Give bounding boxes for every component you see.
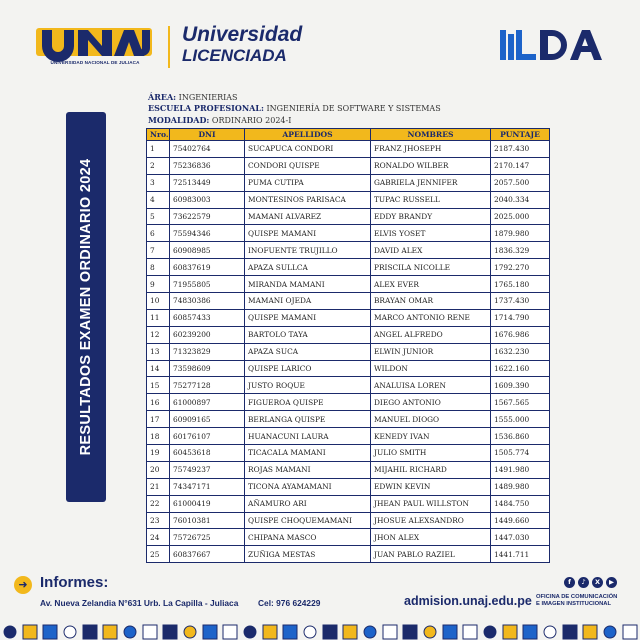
decorative-strip (0, 622, 640, 640)
dni-cell: 75402764 (170, 141, 245, 158)
table-row (147, 495, 550, 512)
apellidos-cell: APAZA SUCA (245, 343, 371, 360)
puntaje-cell: 1536.860 (491, 428, 550, 445)
dni-cell: 74347171 (170, 478, 245, 495)
decor-shape (403, 625, 417, 639)
nombres-cell: JULIO SMITH (371, 445, 491, 462)
office-line-2: E IMAGEN INSTITUCIONAL (536, 601, 612, 607)
table-header-row (147, 129, 550, 141)
dni-cell: 76010381 (170, 512, 245, 529)
puntaje-cell: 1632.230 (491, 343, 550, 360)
social-icons (564, 577, 617, 588)
dni-cell: 75749237 (170, 461, 245, 478)
table-row (147, 174, 550, 191)
side-title: RESULTADOS EXAMEN ORDINARIO 2024 (78, 158, 94, 456)
apellidos-cell: PUMA CUTIPA (245, 174, 371, 191)
apellidos-cell: CONDORI QUISPE (245, 157, 371, 174)
decor-shape (623, 625, 637, 639)
nombres-cell: JHON ALEX (371, 529, 491, 546)
dni-cell: 60176107 (170, 428, 245, 445)
apellidos-cell: INOFUENTE TRUJILLO (245, 242, 371, 259)
puntaje-cell: 1555.000 (491, 411, 550, 428)
modalidad-line (148, 115, 441, 126)
rank-cell: 1 (147, 141, 170, 158)
header-divider (168, 26, 170, 68)
nombres-cell: PRISCILA NICOLLE (371, 259, 491, 276)
apellidos-cell: QUISPE LARICO (245, 360, 371, 377)
puntaje-cell: 1792.270 (491, 259, 550, 276)
table-row (147, 208, 550, 225)
rank-cell: 16 (147, 394, 170, 411)
escuela-value: INGENIERÍA DE SOFTWARE Y SISTEMAS (266, 104, 441, 114)
website-link[interactable]: admision.unaj.edu.pe (404, 594, 532, 608)
apellidos-cell: SUCAPUCA CONDORI (245, 141, 371, 158)
nombres-cell: ELWIN JUNIOR (371, 343, 491, 360)
modalidad-value: ORDINARIO 2024-I (211, 115, 292, 125)
puntaje-cell: 1836.329 (491, 242, 550, 259)
dni-cell: 74830386 (170, 293, 245, 310)
office-line-1: OFICINA DE COMUNICACIÓN (536, 594, 618, 600)
nombres-cell: EDDY BRANDY (371, 208, 491, 225)
decor-shape (604, 626, 616, 638)
puntaje-cell: 2040.334 (491, 191, 550, 208)
apellidos-cell: MONTESINOS PARISACA (245, 191, 371, 208)
apellidos-cell: MAMANI ALVAREZ (245, 208, 371, 225)
rank-cell: 2 (147, 157, 170, 174)
decor-shape (563, 625, 577, 639)
nombres-cell: JUAN PABLO RAZIEL (371, 546, 491, 563)
dni-cell: 60983003 (170, 191, 245, 208)
lda-logo (498, 26, 608, 68)
rank-cell: 17 (147, 411, 170, 428)
info-icon: ➜ (14, 576, 32, 594)
decor-shape (583, 625, 597, 639)
decor-shape (83, 625, 97, 639)
decor-shape (163, 625, 177, 639)
decor-shape (244, 626, 256, 638)
table-row (147, 343, 550, 360)
column-header: NOMBRES (371, 129, 491, 141)
informes-label: Informes: (40, 574, 109, 591)
university-title (182, 24, 302, 64)
apellidos-cell: TICACALA MAMANI (245, 445, 371, 462)
table-row (147, 394, 550, 411)
puntaje-cell: 1609.390 (491, 377, 550, 394)
area-line (148, 92, 441, 103)
nombres-cell: WILDON (371, 360, 491, 377)
decor-shape (323, 625, 337, 639)
table-row (147, 461, 550, 478)
decor-shape (443, 625, 457, 639)
apellidos-cell: JUSTO ROQUE (245, 377, 371, 394)
decor-shape (503, 625, 517, 639)
rank-cell: 7 (147, 242, 170, 259)
nombres-cell: DIEGO ANTONIO (371, 394, 491, 411)
nombres-cell: FRANZ JHOSEPH (371, 141, 491, 158)
apellidos-cell: ZUÑIGA MESTAS (245, 546, 371, 563)
decor-shape (304, 626, 316, 638)
dni-cell: 60239200 (170, 326, 245, 343)
puntaje-cell: 2057.500 (491, 174, 550, 191)
decor-shape (544, 626, 556, 638)
table-row (147, 191, 550, 208)
puntaje-cell: 2170.147 (491, 157, 550, 174)
rank-cell: 4 (147, 191, 170, 208)
escuela-line (148, 103, 441, 114)
dni-cell: 60453618 (170, 445, 245, 462)
column-header: PUNTAJE (491, 129, 550, 141)
phone: Cel: 976 624229 (258, 598, 321, 608)
nombres-cell: JHEAN PAUL WILLSTON (371, 495, 491, 512)
youtube-icon[interactable]: ▶ (606, 577, 617, 588)
rank-cell: 24 (147, 529, 170, 546)
dni-cell: 73622579 (170, 208, 245, 225)
rank-cell: 12 (147, 326, 170, 343)
puntaje-cell: 1491.980 (491, 461, 550, 478)
table-row (147, 326, 550, 343)
apellidos-cell: HUANACUNI LAURA (245, 428, 371, 445)
dni-cell: 60837667 (170, 546, 245, 563)
dni-cell: 72513449 (170, 174, 245, 191)
decor-shape (103, 625, 117, 639)
header (0, 0, 640, 88)
rank-cell: 3 (147, 174, 170, 191)
table-row (147, 445, 550, 462)
decor-shape (523, 625, 537, 639)
nombres-cell: KENEDY IVAN (371, 428, 491, 445)
results-table (146, 128, 550, 563)
apellidos-cell: FIGUEROA QUISPE (245, 394, 371, 411)
table-row (147, 546, 550, 563)
decor-shape (383, 625, 397, 639)
apellidos-cell: BERLANGA QUISPE (245, 411, 371, 428)
logo-caption: UNIVERSIDAD NACIONAL DE JULIACA (50, 60, 140, 65)
rank-cell: 9 (147, 276, 170, 293)
puntaje-cell: 1505.774 (491, 445, 550, 462)
dni-cell: 75236836 (170, 157, 245, 174)
decor-shape (4, 626, 16, 638)
rank-cell: 15 (147, 377, 170, 394)
table-row (147, 360, 550, 377)
tiktok-icon[interactable]: ♪ (578, 577, 589, 588)
modalidad-label: MODALIDAD: (148, 114, 210, 125)
dni-cell: 71955805 (170, 276, 245, 293)
escuela-label: ESCUELA PROFESIONAL: (148, 103, 264, 114)
nombres-cell: ELVIS YOSET (371, 225, 491, 242)
dni-cell: 75594346 (170, 225, 245, 242)
apellidos-cell: ROJAS MAMANI (245, 461, 371, 478)
table-row (147, 512, 550, 529)
table-row (147, 411, 550, 428)
nombres-cell: DAVID ALEX (371, 242, 491, 259)
facebook-icon[interactable]: f (564, 577, 575, 588)
apellidos-cell: BARTOLO TAYA (245, 326, 371, 343)
rank-cell: 20 (147, 461, 170, 478)
decor-shape (484, 626, 496, 638)
table-row (147, 242, 550, 259)
rank-cell: 5 (147, 208, 170, 225)
puntaje-cell: 1622.160 (491, 360, 550, 377)
dni-cell: 61000419 (170, 495, 245, 512)
table-row (147, 428, 550, 445)
nombres-cell: RONALDO WILBER (371, 157, 491, 174)
dni-cell: 71323829 (170, 343, 245, 360)
column-header: Nro. (147, 129, 170, 141)
rank-cell: 6 (147, 225, 170, 242)
rank-cell: 22 (147, 495, 170, 512)
dni-cell: 60857433 (170, 309, 245, 326)
decor-shape (184, 626, 196, 638)
puntaje-cell: 1484.750 (491, 495, 550, 512)
decor-shape (43, 625, 57, 639)
apellidos-cell: MIRANDA MAMANI (245, 276, 371, 293)
puntaje-cell: 1441.711 (491, 546, 550, 563)
table-row (147, 276, 550, 293)
puntaje-cell: 2025.000 (491, 208, 550, 225)
puntaje-cell: 1676.986 (491, 326, 550, 343)
apellidos-cell: QUISPE MAMANI (245, 225, 371, 242)
puntaje-cell: 1449.660 (491, 512, 550, 529)
rank-cell: 25 (147, 546, 170, 563)
dni-cell: 60837619 (170, 259, 245, 276)
dni-cell: 75277128 (170, 377, 245, 394)
rank-cell: 21 (147, 478, 170, 495)
apellidos-cell: AÑAMURO ARI (245, 495, 371, 512)
nombres-cell: EDWIN KEVIN (371, 478, 491, 495)
dni-cell: 61000897 (170, 394, 245, 411)
title-line-1: Universidad (182, 23, 303, 46)
dni-cell: 75726725 (170, 529, 245, 546)
rank-cell: 14 (147, 360, 170, 377)
table-body (147, 141, 550, 563)
apellidos-cell: CHIPANA MASCO (245, 529, 371, 546)
nombres-cell: ALEX EVER (371, 276, 491, 293)
nombres-cell: ANALUISA LOREN (371, 377, 491, 394)
nombres-cell: GABRIELA JENNIFER (371, 174, 491, 191)
table-row (147, 478, 550, 495)
office-label (536, 594, 617, 608)
nombres-cell: MIJAHIL RICHARD (371, 461, 491, 478)
rank-cell: 13 (147, 343, 170, 360)
table-row (147, 157, 550, 174)
dni-cell: 60909165 (170, 411, 245, 428)
puntaje-cell: 2187.430 (491, 141, 550, 158)
column-header: DNI (170, 129, 245, 141)
decor-shape (463, 625, 477, 639)
column-header: APELLIDOS (245, 129, 371, 141)
dni-cell: 73598609 (170, 360, 245, 377)
nombres-cell: BRAYAN OMAR (371, 293, 491, 310)
dni-cell: 60908985 (170, 242, 245, 259)
decor-shape (143, 625, 157, 639)
address: Av. Nueva Zelandia N°631 Urb. La Capilla - Juliaca (40, 598, 239, 608)
rank-cell: 11 (147, 309, 170, 326)
decor-shape (424, 626, 436, 638)
decor-shape (364, 626, 376, 638)
rank-cell: 18 (147, 428, 170, 445)
nombres-cell: MANUEL DIOGO (371, 411, 491, 428)
decor-shape (64, 626, 76, 638)
nombres-cell: JHOSUE ALEXSANDRO (371, 512, 491, 529)
apellidos-cell: QUISPE CHOQUEMAMANI (245, 512, 371, 529)
apellidos-cell: QUISPE MAMANI (245, 309, 371, 326)
decor-shape (203, 625, 217, 639)
apellidos-cell: TICONA AYAMAMANI (245, 478, 371, 495)
rank-cell: 23 (147, 512, 170, 529)
nombres-cell: MARCO ANTONIO RENE (371, 309, 491, 326)
apellidos-cell: MAMANI OJEDA (245, 293, 371, 310)
rank-cell: 19 (147, 445, 170, 462)
x-icon[interactable]: X (592, 577, 603, 588)
puntaje-cell: 1489.980 (491, 478, 550, 495)
table-row (147, 309, 550, 326)
decor-shape (124, 626, 136, 638)
rank-cell: 10 (147, 293, 170, 310)
title-line-2: LICENCIADA (182, 46, 287, 65)
apellidos-cell: APAZA SULLCA (245, 259, 371, 276)
decor-shape (283, 625, 297, 639)
decor-shape (263, 625, 277, 639)
puntaje-cell: 1737.430 (491, 293, 550, 310)
table-row (147, 141, 550, 158)
area-value: INGENIERIAS (178, 93, 238, 102)
puntaje-cell: 1714.790 (491, 309, 550, 326)
table-row (147, 293, 550, 310)
decor-shape (223, 625, 237, 639)
exam-info (148, 92, 441, 126)
table-row (147, 377, 550, 394)
puntaje-cell: 1567.565 (491, 394, 550, 411)
rank-cell: 8 (147, 259, 170, 276)
area-label: ÁREA: (148, 92, 177, 102)
table-row (147, 259, 550, 276)
decor-shape (343, 625, 357, 639)
nombres-cell: ANGEL ALFREDO (371, 326, 491, 343)
nombres-cell: TUPAC RUSSELL (371, 191, 491, 208)
puntaje-cell: 1765.180 (491, 276, 550, 293)
decor-shape (23, 625, 37, 639)
puntaje-cell: 1879.980 (491, 225, 550, 242)
table-row (147, 529, 550, 546)
puntaje-cell: 1447.030 (491, 529, 550, 546)
table-row (147, 225, 550, 242)
